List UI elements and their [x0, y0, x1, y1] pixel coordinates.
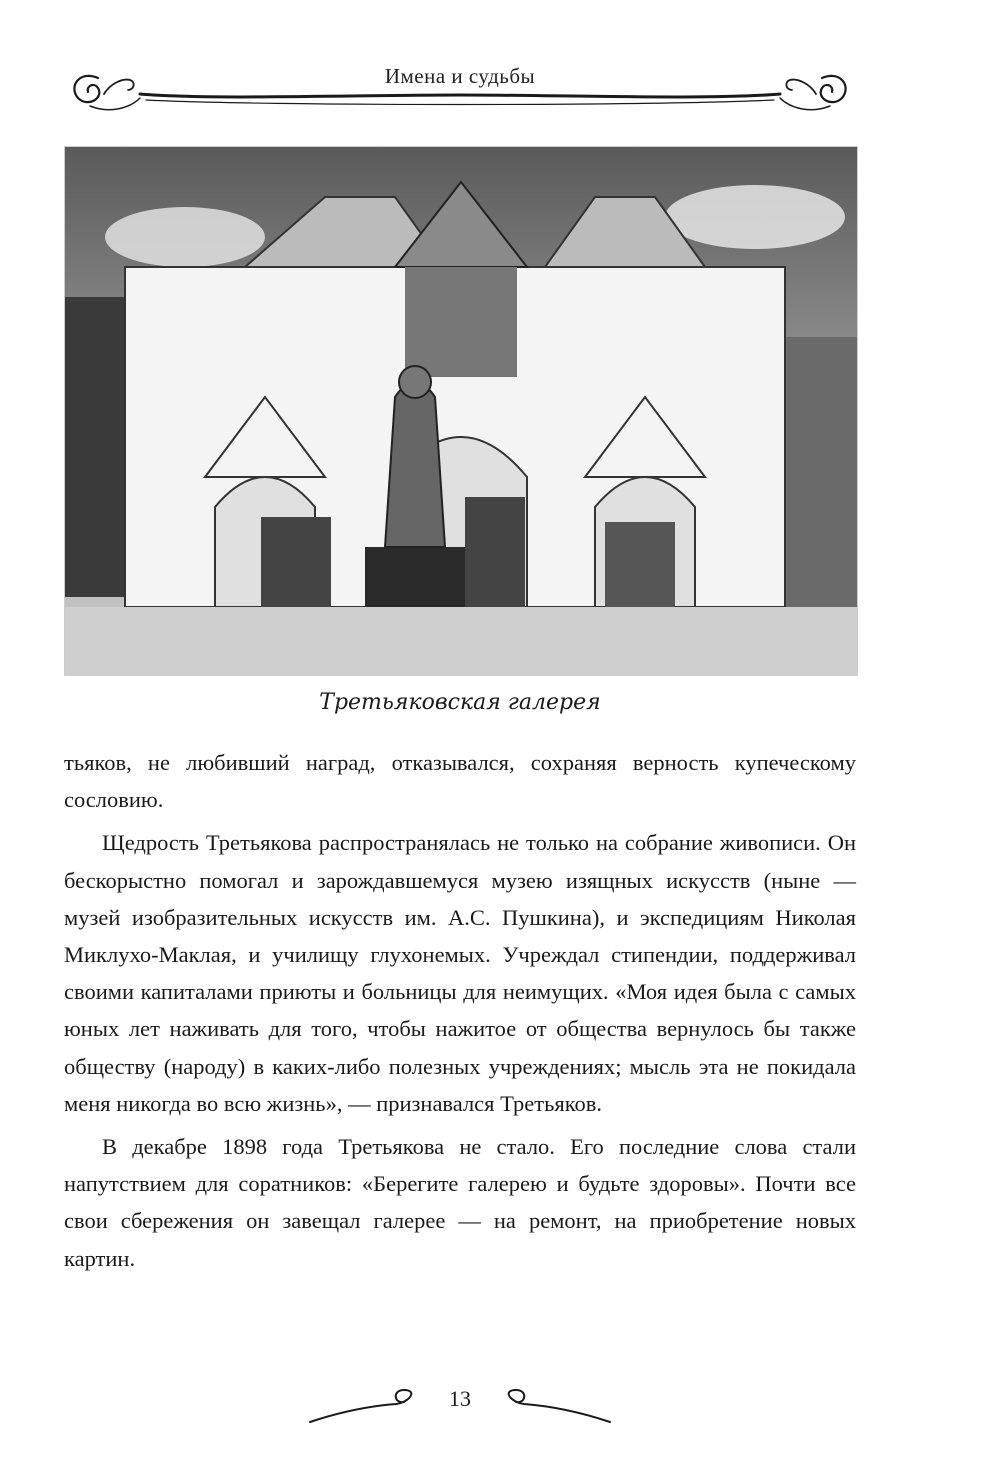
building-illustration [65, 147, 857, 675]
paragraph-continued: тьяков, не любивший наград, отказывался, сохраняя верность купеческому сословию. [64, 750, 856, 813]
page-footer [300, 1382, 620, 1432]
paragraph: В декабре 1898 года Третьякова не стало. Его последние слова стали напутствием для соратников: «Берегите галерею и будьте здоровы». Почти все свои сбережения он завещал галерее — на ремонт, на приобретение новых картин. [64, 1134, 856, 1271]
running-header [60, 48, 860, 128]
page-number: 13 [449, 1386, 471, 1411]
paragraph: Щедрость Третьякова распространялась не только на собрание живописи. Он бескорыстно помогал и зарождавшемуся музею изящных искусств (ныне — музей изобразительных искусств им. А.С. Пушкина), и экспедициям Николая Миклухо-Маклая, и училищу глухонемых. Учреждал стипендии, поддерживал своими капиталами приюты и больницы для неимущих. «Моя идея была с самых юных лет наживать для того, чтобы нажитое от общества вернулось бы также обществу (народу) в каких-либо полезных учреждениях; мысль эта не покидала меня никогда во всю жизнь», — признавался Третьяков. [64, 830, 856, 1116]
header-title: Имена и судьбы [384, 64, 536, 88]
figure-caption: Третьяковская галерея [319, 690, 601, 715]
gallery-photo [64, 146, 858, 676]
body-text [64, 744, 856, 1283]
